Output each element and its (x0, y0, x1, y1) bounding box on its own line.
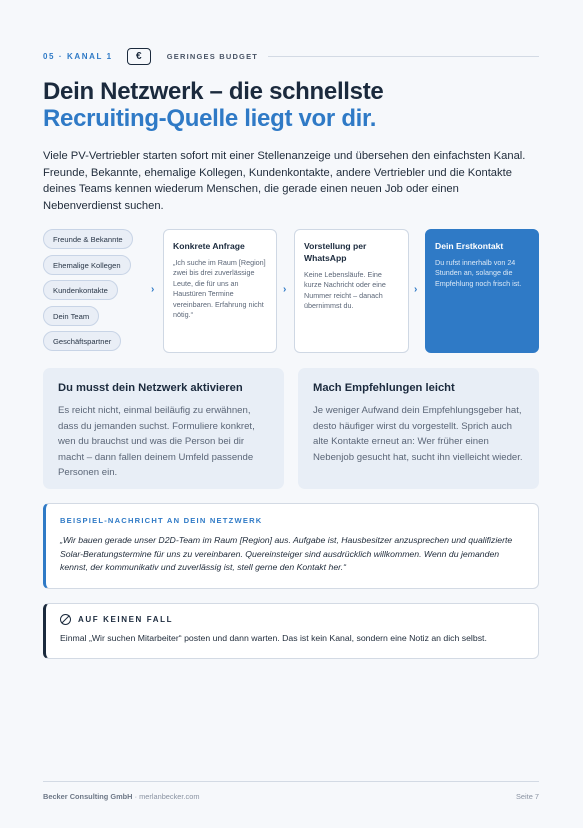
example-quote: „Wir bauen gerade unser D2D-Team im Raum [Region] aus. Aufgabe ist, Hausbesitzer anzusprechen und qualifizierte Solar-Beratungstermine für uns zu vereinbaren. Quereinsteiger sind ausdrücklich willkommen. Wenn du jemanden kennst, der kommunikativ und zuverlässig ist, stell gerne den Kontakt her.“ (60, 535, 513, 572)
info-box-title: Du musst dein Netzwerk aktivieren (58, 382, 243, 394)
warning-callout (43, 603, 539, 659)
title-line-1: Dein Netzwerk – die schnellste (43, 78, 384, 105)
flow-card-text: Du rufst innerhalb von 24 Stunden an, solange die Empfehlung noch frisch ist. (435, 258, 522, 288)
example-label: BEISPIEL-NACHRICHT AN DEIN NETZWERK (60, 516, 263, 525)
flow-card-whatsapp (294, 229, 409, 353)
flow-card-title: Vorstellung per WhatsApp (304, 241, 367, 263)
flow-card-first-contact (425, 229, 539, 353)
footer-left (43, 792, 199, 801)
warning-header (60, 614, 524, 625)
intro-paragraph: Viele PV-Vertriebler starten sofort mit einer Stellenanzeige und übersehen den einfachsten Kanal. Freunde, Bekannte, ehemalige Kollegen, Kundenkontakte, andere Vertriebler und die Kontakte deines Teams kennen wiederum Menschen, die gerade einen neuen Job oder einen Nebenverdienst suchen. (43, 150, 526, 212)
chip-business-partners: Geschäftspartner (43, 331, 121, 351)
warning-label: AUF KEINEN FALL (78, 615, 174, 624)
flow-card-text: Keine Lebensläufe. Eine kurze Nachricht oder eine Nummer reicht – danach übernimmst du. (304, 270, 386, 311)
chip-team: Dein Team (43, 306, 99, 326)
flow-card-title: Konkrete Anfrage (173, 241, 245, 251)
page (43, 0, 539, 828)
info-box-text: Je weniger Aufwand dein Empfehlungsgeber hat, desto häufiger wirst du vorgestellt. Sprich auch alte Kontakte erneut an: Wer früher einen Nebenjob gesucht hat, sucht ihn vielleicht wieder. (313, 405, 523, 463)
header-divider (268, 56, 539, 57)
footer-site: · merlanbecker.com (132, 792, 200, 801)
title-line-2: Recruiting-Quelle liegt vor dir. (43, 105, 377, 132)
network-sources (43, 229, 143, 357)
page-number: Seite 7 (515, 792, 539, 801)
chip-former-colleagues: Ehemalige Kollegen (43, 255, 131, 275)
section-header (43, 46, 539, 66)
page-title (43, 78, 539, 132)
info-box-referrals (298, 368, 539, 489)
chevron-right-icon: › (283, 284, 287, 295)
chip-customer-contacts: Kundenkontakte (43, 280, 118, 300)
chevron-right-icon: › (151, 284, 155, 295)
info-box-text: Es reicht nicht, einmal beiläufig zu erwähnen, dass du jemanden suchst. Formuliere konkret, wen du brauchst und was die Person bei dir macht – dann fallen deinem Umfeld passende Personen ein. (58, 405, 255, 478)
euro-icon: € (127, 48, 151, 65)
flow-card-text: „Ich suche im Raum [Region] zwei bis drei zuverlässige Leute, die für uns an Haustüren Termine vereinbaren. Erfahrung nicht nötig.“ (173, 258, 266, 320)
flow-card-title: Dein Erstkontakt (435, 241, 504, 251)
chip-friends: Freunde & Bekannte (43, 229, 133, 249)
example-message (43, 503, 539, 589)
budget-label: GERINGES BUDGET (166, 51, 259, 61)
chevron-right-icon: › (414, 284, 418, 295)
flow-card-request (163, 229, 277, 353)
footer-brand: Becker Consulting GmbH (43, 792, 133, 801)
page-footer (43, 792, 539, 801)
footer-divider (43, 781, 539, 782)
section-kicker: 05 · KANAL 1 (43, 51, 113, 61)
info-box-title: Mach Empfehlungen leicht (313, 382, 455, 394)
warning-text: Einmal „Wir suchen Mitarbeiter“ posten und dann warten. Das ist kein Kanal, sondern eine Notiz an dich selbst. (60, 633, 487, 643)
no-entry-icon (60, 614, 71, 625)
info-box-activate (43, 368, 284, 489)
